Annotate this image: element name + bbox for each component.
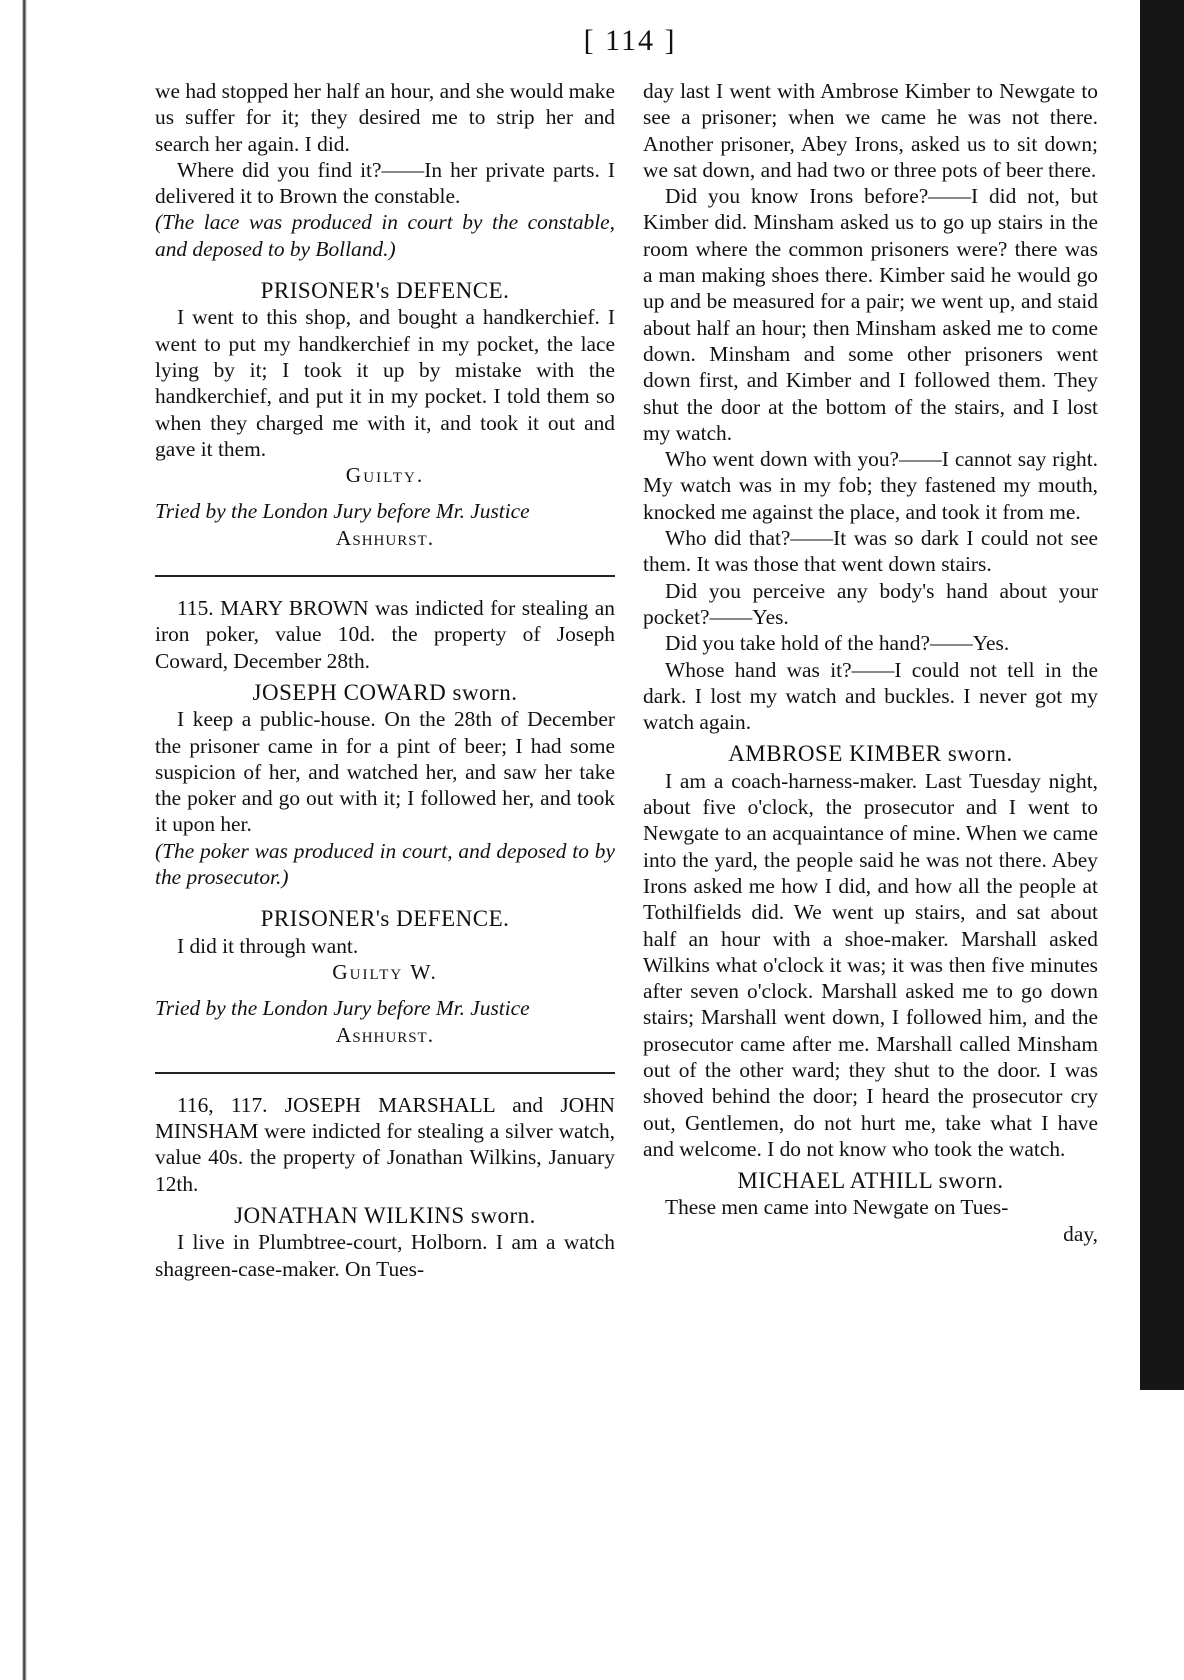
left-column xyxy=(155,78,615,1282)
court-note-lace: (The lace was produced in court by the constable, and deposed to by Bolland.) xyxy=(155,210,615,261)
wilkins-testimony-start: I live in Plumbtree-court, Holborn. I am a watch shagreen-case-maker. On Tues- xyxy=(155,1230,615,1281)
case-115-indictment: 115. MARY BROWN was indicted for stealing an iron poker, value 10d. the property of Joseph Coward, December 28th. xyxy=(155,596,615,673)
defence-text-1: I went to this shop, and bought a handkerchief. I went to put my handkerchief in my pocket, the lace lying by it; I took it up by mistake with the handkerchief, and put it in my pocket. I told them so when they charged me with it, and took it out and gave it them. xyxy=(155,305,615,461)
left-paragraph-1: we had stopped her half an hour, and she would make us suffer for it; they desired me to strip her and search her again. I did. xyxy=(155,79,615,156)
athill-testimony-start: These men came into Newgate on Tues- xyxy=(665,1195,1009,1220)
page-number: [ 114 ] xyxy=(583,24,677,57)
coward-testimony: I keep a public-house. On the 28th of December the prisoner came in for a pint of beer; I had some suspicion of her, and watched her, and saw her take the poker and go out with it; I followed her, and took it upon her. xyxy=(155,707,615,837)
section-rule-2 xyxy=(155,1072,615,1074)
scan-right-edge xyxy=(1140,0,1184,1390)
right-paragraph-2: Did you know Irons before?——I did not, but Kimber did. Minsham asked us to go up stairs in the room where the common prisoners were? there was a man making shoes there. Kimber said he would go up and be measured for a pair; we went up, and staid about half an hour; then Minsham asked me to come down. Minsham and some other prisoners went down first, and Kimber and I followed them. They shut the door at the bottom of the stairs, and I lost my watch. xyxy=(643,184,1098,445)
defence-heading-1: PRISONER's DEFENCE. xyxy=(260,278,510,304)
defence-heading-2: PRISONER's DEFENCE. xyxy=(260,906,510,932)
verdict-2: Guilty W. xyxy=(332,959,438,984)
witness-jonathan-wilkins: JONATHAN WILKINS sworn. xyxy=(234,1202,536,1228)
right-paragraph-4: Who did that?——It was so dark I could not see them. It was those that went down stairs. xyxy=(643,526,1098,577)
witness-michael-athill: MICHAEL ATHILL sworn. xyxy=(737,1168,1004,1194)
judge-2: Ashhurst. xyxy=(335,1022,435,1047)
verdict-1: Guilty. xyxy=(345,463,425,488)
right-paragraph-5: Did you perceive any body's hand about your pocket?——Yes. xyxy=(643,578,1098,629)
tried-line-2: Tried by the London Jury before Mr. Justice xyxy=(155,996,530,1021)
right-paragraph-6: Did you take hold of the hand?——Yes. xyxy=(665,631,1010,656)
witness-joseph-coward: JOSEPH COWARD sworn. xyxy=(252,679,518,705)
catchword: day, xyxy=(1063,1221,1098,1246)
right-paragraph-3: Who went down with you?——I cannot say right. My watch was in my fob; they fastened my mouth, knocked me against the place, and took it from me. xyxy=(643,447,1098,524)
section-rule-1 xyxy=(155,575,615,577)
judge-1: Ashhurst. xyxy=(335,525,435,550)
case-116-117-indictment: 116, 117. JOSEPH MARSHALL and JOHN MINSHAM were indicted for stealing a silver watch, value 40s. the property of Jonathan Wilkins, January 12th. xyxy=(155,1092,615,1196)
witness-ambrose-kimber: AMBROSE KIMBER sworn. xyxy=(728,741,1013,767)
right-paragraph-1: day last I went with Ambrose Kimber to Newgate to see a prisoner; when we came he was not there. Another prisoner, Abey Irons, asked us to sit down; we sat down, and had two or three pots of beer there. xyxy=(643,79,1098,182)
right-column xyxy=(643,78,1098,1247)
right-paragraph-7: Whose hand was it?——I could not tell in the dark. I lost my watch and buckles. I never got my watch again. xyxy=(643,657,1098,735)
left-paragraph-2: Where did you find it?——In her private parts. I delivered it to Brown the constable. xyxy=(155,157,615,209)
scan-left-edge xyxy=(0,0,34,1680)
tried-line-1: Tried by the London Jury before Mr. Justice xyxy=(155,499,530,524)
kimber-testimony: I am a coach-harness-maker. Last Tuesday night, about five o'clock, the prosecutor and I went to Newgate to an acquaintance of mine. When we came into the yard, the people said he was not there. Abey Irons asked me how I did, and how all the people at Tothilfields did. We went up stairs, and sat about half an hour with a shoe-maker. Marshall asked Wilkins what o'clock it was; it was then five minutes after seven o'clock. Marshall asked me to go down stairs; Marshall went down, I followed him, and the prosecutor came after me. Marshall called Minsham out of the other ward; they shut to the door. I was shoved behind the door; I heard the prosecutor cry out, Gentlemen, do not hurt me, take what I have and welcome. I do not know who took the watch. xyxy=(643,768,1098,1161)
court-note-poker: (The poker was produced in court, and deposed to by the prosecutor.) xyxy=(155,838,615,890)
defence-text-2: I did it through want. xyxy=(177,933,359,958)
